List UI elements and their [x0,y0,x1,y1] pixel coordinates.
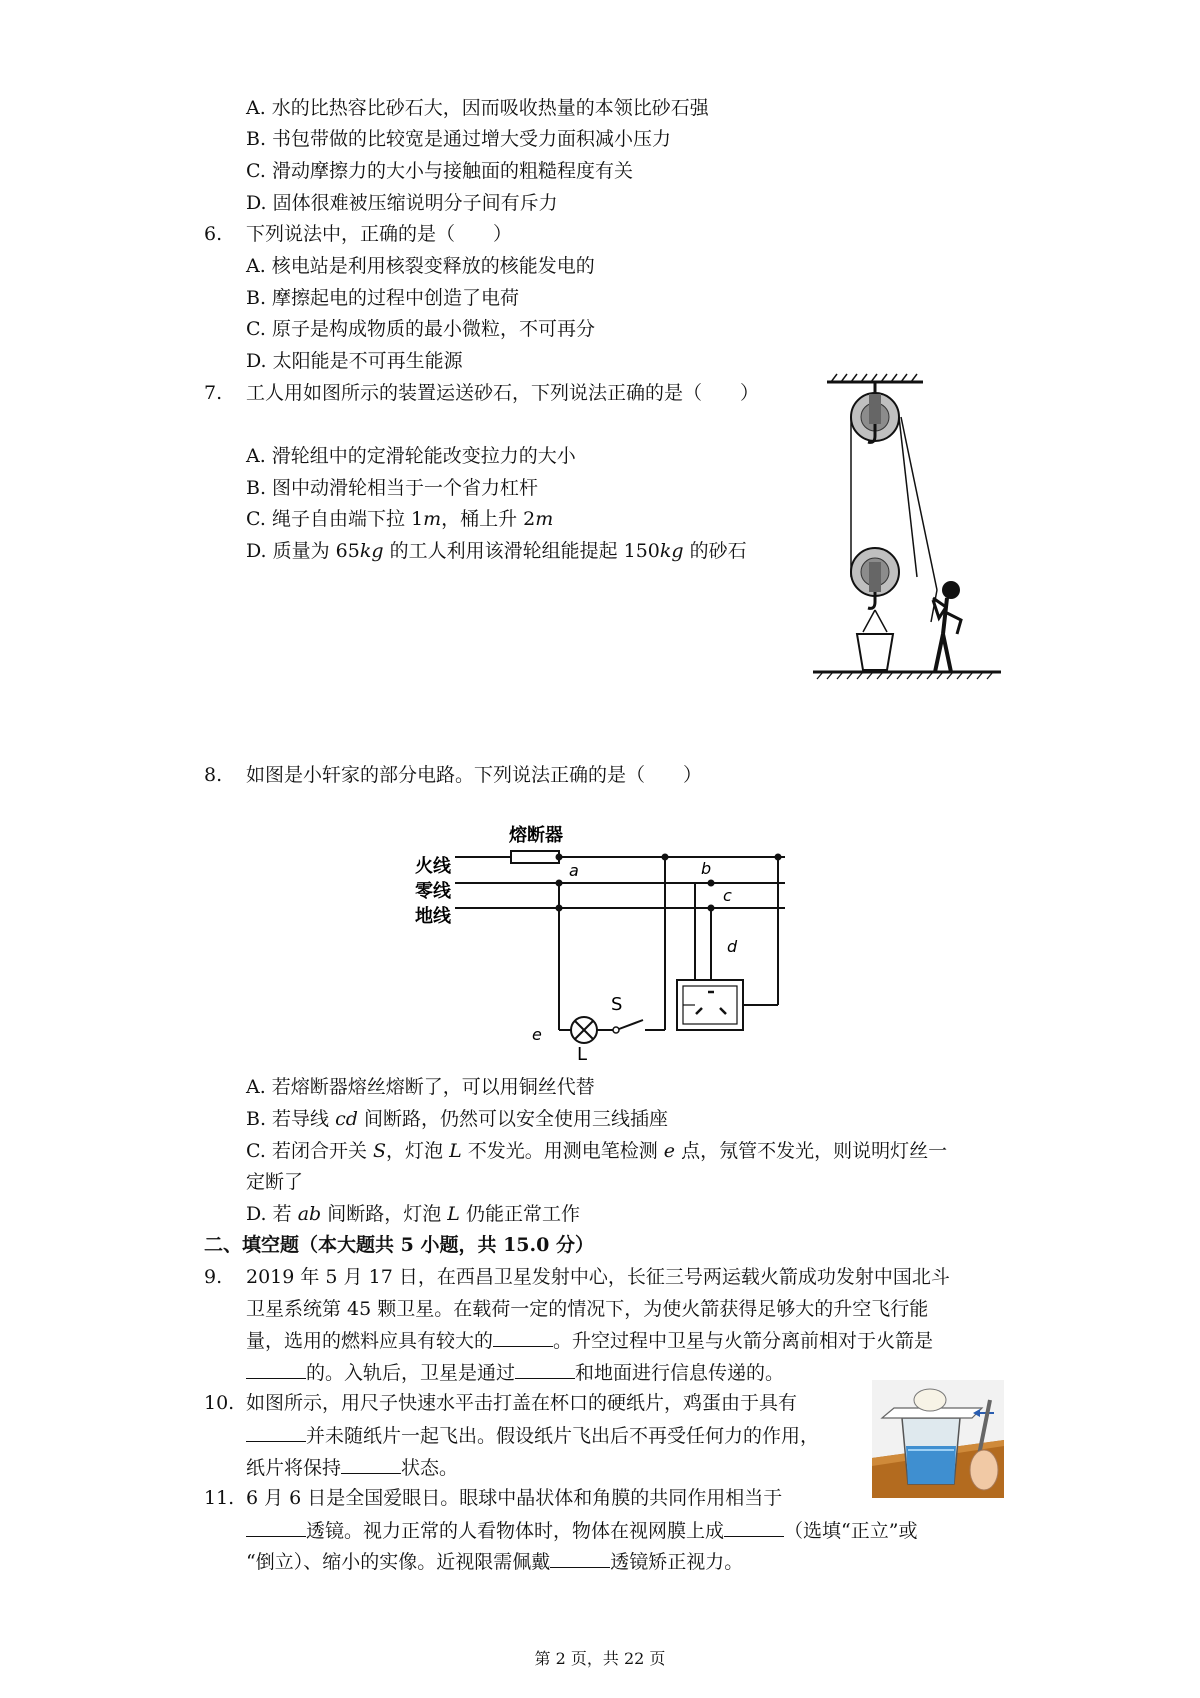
page-footer: 第 2 页，共 22 页 [534,1649,666,1668]
q7-option-a: A. 滑轮组中的定滑轮能改变拉力的大小 [246,445,576,467]
q8-option-b-text1: B. 若导线 [246,1108,336,1130]
q10-line3 [246,1455,458,1480]
q8-option-b [246,1107,668,1131]
q8-option-c [246,1139,947,1163]
neutral-wire-label: 零线 [415,881,451,902]
q6-option-b: B. 摩擦起电的过程中创造了电荷 [246,287,520,309]
q9-blank-3[interactable] [515,1360,575,1379]
q8-number: 8. [204,764,223,786]
node-d-label: d [727,937,738,956]
q9-blank-2[interactable] [246,1360,306,1379]
q6-number: 6. [204,223,223,245]
q9-line4-text2: 和地面进行信息传递的。 [575,1362,785,1384]
q7-option-d [246,539,747,563]
live-wire-label: 火线 [415,856,451,877]
q10-line1: 如图所示，用尺子快速水平击打盖在杯口的硬纸片，鸡蛋由于具有 [246,1392,798,1414]
q11-line2-text2: （选填“正立”或 [784,1520,918,1542]
egg [914,1389,946,1411]
q8-option-c-text3: 不发光。用测电笔检测 [461,1140,664,1162]
worker [942,581,960,599]
q11-number: 11. [204,1487,235,1509]
q7-option-c-text1: C. 绳子自由端下拉 1 [246,508,424,530]
q8-option-c-text1: C. 若闭合开关 [246,1140,373,1162]
q7-option-c-text2: ，桶上升 2 [441,508,536,530]
q7-option-c-unit2: m [535,508,554,530]
q8-option-d-text3: 仍能正常工作 [459,1203,580,1225]
q9-line3-text1: 量，选用的燃料应具有较大的 [246,1330,494,1352]
q10-blank-1[interactable] [246,1423,306,1442]
q8-option-b-text2: 间断路，仍然可以安全使用三线插座 [357,1108,668,1130]
q8-option-b-var: cd [335,1108,358,1130]
section-heading: 二、填空题（本大题共 5 小题，共 15.0 分） [204,1234,594,1256]
q7-option-d-text3: 的砂石 [683,540,747,562]
q9-blank-1[interactable] [493,1328,553,1347]
q10-line3-text1: 纸片将保持 [246,1457,342,1479]
q10-blank-2[interactable] [341,1455,401,1474]
q6-option-d: D. 太阳能是不可再生能源 [246,350,463,372]
ground-wire-label: 地线 [415,906,451,927]
q8-option-d-text1: D. 若 [246,1203,298,1225]
q9-line4 [246,1360,784,1385]
q7-number: 7. [204,382,223,404]
q11-line3-text2: 透镜矫正视力。 [610,1551,744,1573]
q8-option-c-text4: 点，氖管不发光，则说明灯丝一 [675,1140,948,1162]
q8-stem: 如图是小轩家的部分电路。下列说法正确的是（ ） [246,764,703,786]
q6-option-a: A. 核电站是利用核裂变释放的核能发电的 [246,255,595,277]
q9-line4-text1: 的。入轨后，卫星是通过 [306,1362,516,1384]
fuse [511,851,559,863]
q5-option-a: A. 水的比热容比砂石大，因而吸收热量的本领比砂石强 [246,97,709,119]
q6-option-c: C. 原子是构成物质的最小微粒，不可再分 [246,318,595,340]
q11-blank-1[interactable] [246,1518,306,1537]
switch-label: S [611,994,623,1015]
q11-line3 [246,1549,743,1574]
q9-line1: 2019 年 5 月 17 日，在西昌卫星发射中心，长征三号两运载火箭成功发射中国北斗 [246,1266,950,1288]
node-a-label: a [569,861,579,880]
q8-option-c-text2: ，灯泡 [386,1140,450,1162]
q8-option-c-line2: 定断了 [246,1171,304,1193]
q10-line3-text2: 状态。 [401,1457,459,1479]
q7-option-c [246,507,553,531]
q8-option-c-var1: S [372,1140,387,1162]
q7-option-d-unit1: kg [359,540,384,562]
q5-option-d: D. 固体很难被压缩说明分子间有斥力 [246,192,558,214]
node-c-label: c [723,886,732,905]
q8-option-c-var3: e [663,1140,676,1162]
q7-option-d-unit2: kg [659,540,684,562]
q7-option-d-text1: D. 质量为 65 [246,540,360,562]
q11-line1: 6 月 6 日是全国爱眼日。眼球中晶状体和角膜的共同作用相当于 [246,1487,783,1509]
q9-line3-text2: 。升空过程中卫星与火箭分离前相对于火箭是 [553,1330,934,1352]
q9-line3 [246,1328,933,1353]
q7-option-b: B. 图中动滑轮相当于一个省力杠杆 [246,477,539,499]
circuit-figure [415,820,795,1060]
q11-line3-text1: “倒立）、缩小的实像。近视限需佩戴 [246,1551,551,1573]
q6-stem: 下列说法中，正确的是（ ） [246,223,513,245]
q7-option-c-unit1: m [423,508,442,530]
q8-option-c-var2: L [449,1140,462,1162]
q10-line2-text: 并未随纸片一起飞出。假设纸片飞出后不再受任何力的作用， [306,1425,820,1447]
q8-option-d-var2: L [447,1203,460,1225]
q9-number: 9. [204,1266,223,1288]
lamp-label: L [577,1044,588,1060]
q9-line2: 卫星系统第 45 颗卫星。在载荷一定的情况下，为使火箭获得足够大的升空飞行能 [246,1298,929,1320]
switch-s [619,1020,643,1029]
node-e-label: e [532,1025,542,1044]
node-b-label: b [701,859,712,878]
q11-blank-2[interactable] [724,1518,784,1537]
q11-blank-3[interactable] [550,1549,610,1568]
q8-option-d-text2: 间断路，灯泡 [321,1203,448,1225]
pulley-figure [805,372,1005,697]
q7-option-d-text2: 的工人利用该滑轮组能提起 150 [383,540,660,562]
q8-option-d-var1: ab [297,1203,322,1225]
q5-option-c: C. 滑动摩擦力的大小与接触面的粗糙程度有关 [246,160,633,182]
q10-number: 10. [204,1392,235,1414]
fuse-label: 熔断器 [509,825,563,846]
q8-option-a: A. 若熔断器熔丝熔断了，可以用铜丝代替 [246,1076,595,1098]
q5-option-b: B. 书包带做的比较宽是通过增大受力面积减小压力 [246,128,672,150]
q11-line2-text1: 透镜。视力正常的人看物体时，物体在视网膜上成 [306,1520,725,1542]
q8-option-d [246,1202,580,1226]
hand [970,1450,998,1490]
q11-line2 [246,1518,917,1543]
q10-line2 [246,1423,819,1448]
egg-cup-figure [872,1380,1004,1498]
q7-stem: 工人用如图所示的装置运送砂石，下列说法正确的是（ ） [246,382,760,404]
bucket [857,634,893,670]
